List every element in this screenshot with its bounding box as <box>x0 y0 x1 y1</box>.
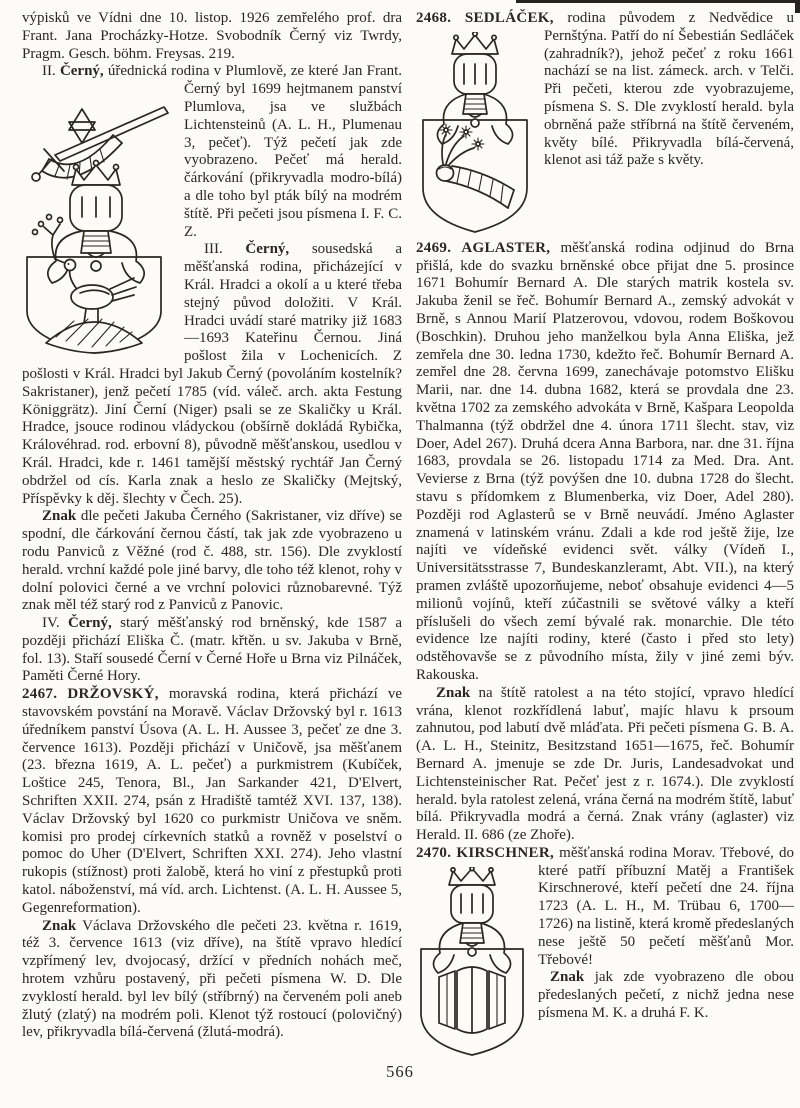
entry-sedlacek-line1: rodina původem z Nedvědice u <box>567 10 795 26</box>
kirschner-coat-of-arms-figure <box>416 867 528 1057</box>
entry-cerny-ii-num: II. <box>42 63 56 80</box>
entry-cerny-ii-text: Jan Frant. Černý byl 1699 hejtmanem panství Plumlova, jsa ve službách Lichtensteinů (A. L. H., Plumenau 3, pečeť). Týž pečetí jak zde vyobrazeno. Pečeť má herald. čárkování (přikryvadla modro-bílá) a dle toho byl pták bílý na modrém štítě. Při pečeti jsou písmena I. F. C. Z. <box>184 63 403 240</box>
entry-drzovsky-name: DRŽOVSKÝ, <box>67 686 159 703</box>
flower-icon <box>460 126 472 138</box>
entry-sedlacek-num: 2468. <box>416 10 452 26</box>
sedlacek-coat-of-arms-icon <box>416 32 534 238</box>
entry-kirschner-name: KIRSCHNER, <box>456 844 555 861</box>
entry-cerny-iii-num: III. <box>204 241 223 258</box>
aglaster-znak-label: Znak <box>436 684 471 701</box>
entry-kirschner-text: do které patří příbuzní Matěj a František Kirschnerové, kteří pečetí dne 24. října 1723 (A. L. H., M. Trübau 6, 1700—1726) na listině, která kromě předeslaných nese ještě 50 pečetí měšťanů Mor. Třebové! <box>538 844 795 968</box>
entry-kirschner-num: 2470. <box>416 844 452 861</box>
flower-icon <box>440 124 452 136</box>
cerny-znak-text: dle pečeti Jakuba Černého (Sakristaner, viz dříve) se spodní, dle čárkování černou částí, tak jak zde vyobrazeno u rodu Panviců z Věžné (rod č. 488, str. 156). Dle zvyklostí herald. vrchní každé pole jiné barvy, dle toho též klenot, rohy v dolní polovici černé a ve vrchní polovici různobarevné. Týž znak měl též starý rod z Panviců z Panovic. <box>22 508 402 614</box>
drzovsky-znak-paragraph <box>22 918 402 1043</box>
cerny-coat-of-arms-icon <box>22 85 174 357</box>
entry-cerny-iv-name: Černý, <box>68 615 112 632</box>
entry-drzovsky <box>22 686 402 917</box>
left-column <box>22 10 402 1042</box>
sedlacek-coat-of-arms-figure <box>416 32 534 238</box>
entry-aglaster <box>416 240 794 685</box>
entry-cerny-iii-text: sousedská a měšťanská rodina, přicházející v Král. Hradci a okolí a u které třeba stejný původ doložiti. V Král. Hradci uvádí staré matriky již 1683—1693 Kateřinu Černou. Jiná pošlost žila v Lochenicích. Z pošlosti v Král. Hradci byl Jakub Černý (povoláním kostelník? Sakristaner), jenž pečetí 1785 (víd. váleč. arch. akta Festung Königgrätz). Jiní Černí (Niger) psali se ze Skaličky u Král. Hradce, jsouce rodinou vládyckou (obšírně dokládá Rybička, Královéhrad. rod. erbovní 8), původně měšťanskou, usedlou v Král. Hradci, kde r. 1461 tamější městský rychtář Jan Černý obdržel od cís. Karla znak a heslo ze Skaličky (Mejtský, Příspěvky k děj. šlechty v Čech. 25). <box>22 241 402 507</box>
drzovsky-znak-text: Václava Držovského dle pečeti 23. května r. 1619, též 3. července 1613 (viz dříve), na štítě vpravo hledící vzpřímený lev, dvojocasý, držící v předních nohách meč, hrotem vzhůru postavený, při pečeti písmena W. D. Dle zvyklostí herald. byl lev bílý (stříbrný) na červeném poli aneb žlutý (zlatý) na modrém poli. Klenot týž rostoucí (polovičný) lev, přikryvadla bílá-červená (žlutá-modrá). <box>22 917 402 1041</box>
cerny-znak-paragraph <box>22 508 402 615</box>
intro-paragraph <box>22 10 402 63</box>
entry-cerny-ii-line1: úřednická rodina v Plumlově, ze které <box>107 63 339 80</box>
page-number: 566 <box>386 1062 414 1081</box>
cerny-znak-label: Znak <box>42 508 77 525</box>
entry-sedlacek-name: SEDLÁČEK, <box>464 10 554 26</box>
kirschner-coat-of-arms-icon <box>416 867 528 1057</box>
cerny-coat-of-arms-figure <box>22 85 174 357</box>
drzovsky-znak-label: Znak <box>42 917 77 934</box>
kirschner-znak-text: jak zde vyobrazeno dle obou předeslaných pečetí, z nichž jedna nese písmena M. K. a druhá F. K. <box>538 969 795 1022</box>
aglaster-znak-paragraph <box>416 685 794 845</box>
entry-cerny-ii <box>22 63 402 241</box>
entry-cerny-iii-name: Černý, <box>245 241 290 258</box>
right-column <box>416 10 794 1059</box>
aglaster-znak-text: na štítě ratolest a na této stojící, vpravo hledící vrána, klenot rozkřídlená labuť, majíc hlavu k prsoum zahnutou, pod labutí dvě mláďata. Při pečeti písmena G. B. A. (A. L. H., Steinitz, Besitzstand 1651—1675, řeč. Bohumír Bernard A. jmenuje se zde Dr. Juris, Landesadvokat und Lichtensteinischer Rat. Pečeť jest z r. 1674.). Dle zvyklostí herald. byla ratolest zelená, vrána černá na modrém štítě, labuť bílá. Přikryvadla modrá a černá. Znak vrány (aglaster) viz Herald. II. 686 (ze Zhoře). <box>416 684 795 844</box>
entry-cerny-iv <box>22 615 402 686</box>
entry-cerny-ii-name: Černý, <box>59 63 104 80</box>
entry-sedlacek <box>416 10 794 170</box>
entry-kirschner-line1: měšťanská rodina Morav. Třebové, <box>559 844 774 861</box>
scan-edge-artifact-top <box>516 0 800 3</box>
kirschner-znak-label: Znak <box>550 969 585 986</box>
entry-cerny-iv-num: IV. <box>42 615 60 632</box>
entry-drzovsky-text: moravská rodina, která přichází ve stavovském povstání na Moravě. Václav Držovský byl r. 1613 úředníkem panství Úsova (A. L. H. Aussee 3, pečeť ze dne 3. července 1613). Později přichází v Uničově, jsa měšťanem (23. března 1619, A. L. pečeť) a purkmistrem (Kubíček, Loštice 245, Tenora, Bl., Jan Sarkander 421, D'Elvert, Schriften XXII. 274, psán z Hradiště tamtéž XVI. 137, 138). Václav Držovský byl 1620 co purkmistr Uničova ve sněm. komisi pro prodej církevních statků a rovněž v poselství o pomoc do Uher (D'Elvert, Schriften XXI. 274). Jeho vlastní rukopis (stížnost) proti žalobě, která ho viní z přestupků proti katol. náboženství, má víd. arch. Lichtenst. (A. L. H. Aussee 5, Gegenreformation). <box>22 686 403 916</box>
entry-aglaster-num: 2469. <box>416 239 452 256</box>
entry-aglaster-name: AGLASTER, <box>461 239 551 256</box>
intro-text: výpisků ve Vídni dne 10. listop. 1926 zemřelého prof. dra Frant. Jana Procházky-Hotze. Svobodník Černý viz Twrdy, Pragm. Gesch. böhm. Freysas. 219. <box>22 10 402 62</box>
entry-kirschner <box>416 845 794 970</box>
flower-icon <box>472 138 484 150</box>
entry-sedlacek-text: Pernštýna. Patří do ní Šebestián Sedláček (zahradník?), jehož pečeť z roku 1661 nachází se na list. zámeck. arch. v Telči. Při pečeti, kterou zde vyobrazujeme, písmena S. S. Dle zvyklostí herald. byla obrněná paže stříbrná na štítě červeném, květy bílé. Přikryvadla bílá-červená, klenot asi táž paže s květy. <box>544 27 794 169</box>
entry-aglaster-text: měšťanská rodina odjinud do Brna přišlá, kde do svazku brněnské obce přijat dne 5. prosince 1671 Bohumír Bernard A. Dle starých matrik kostela sv. Jakuba ženil se řeč. Bohumír Bernard A., zemský advokát v Brně, s Annou Marií Platzerovou, vdovou, rodem Boškovou (Boschkin). Druhou jeho manželkou byla Anna Eliška, jež zemřela dne 30. ledna 1730, kdežto řeč. Bohumír Bernard A. zemřel dne 28. června 1699, zanechávaje potomstvo Elišku Marii, nar. dne 14. dubna 1682, která se provdala dne 23. května 1702 za zemského advokáta v Brně, Kašpara Leopolda Thalmanna (týž obdržel dne 4. února 1711 šlecht. stav, viz Doer, Adel 267). Druhá dcera Anna Barbora, nar. dne 31. října 1683, provdala se 26. listopadu 1714 za Med. Dra. Ant. Vevierse z Brna (týž povýšen dne 10. dubna 1728 do šlecht. stavu s přídomkem z Blumenberka, viz Doer, Adel 280). Později rod Aglasterů se v Brně neuvádí. Jméno Aglaster znamená v latinském vránu. Zdali a kde rod ještě žije, lze najíti ve vídeňské evidenci svět. války (Vídeň I., Universitätsstrasse 7, Bundeskanzleramt, Abt. VII.), na který pramen zvláště upozorňujeme, neboť obsahuje evidenci 4—5 milionů vojínů, kteří zúčastnili se světové války a kteří příslušeli do všech zemí bývalé rak. monarchie. Dle této evidence lze najíti rodiny, které (často i před sto lety) odstěhovavše se z původního místa, žily v jiné zemi býv. Rakouska. <box>416 239 795 683</box>
entry-drzovsky-num: 2467. <box>22 686 58 703</box>
entry-cerny-iv-text: starý měšťanský rod brněnský, kde 1587 a později přichází Eliška Č. (matr. křtěn. u sv. Jakuba v Brně, fol. 13). Staří sousedé Černí v Černé Hoře u Brna viz Pilnáček, Paměti Černé Hory. <box>22 615 403 685</box>
scan-edge-artifact-corner <box>795 0 800 13</box>
